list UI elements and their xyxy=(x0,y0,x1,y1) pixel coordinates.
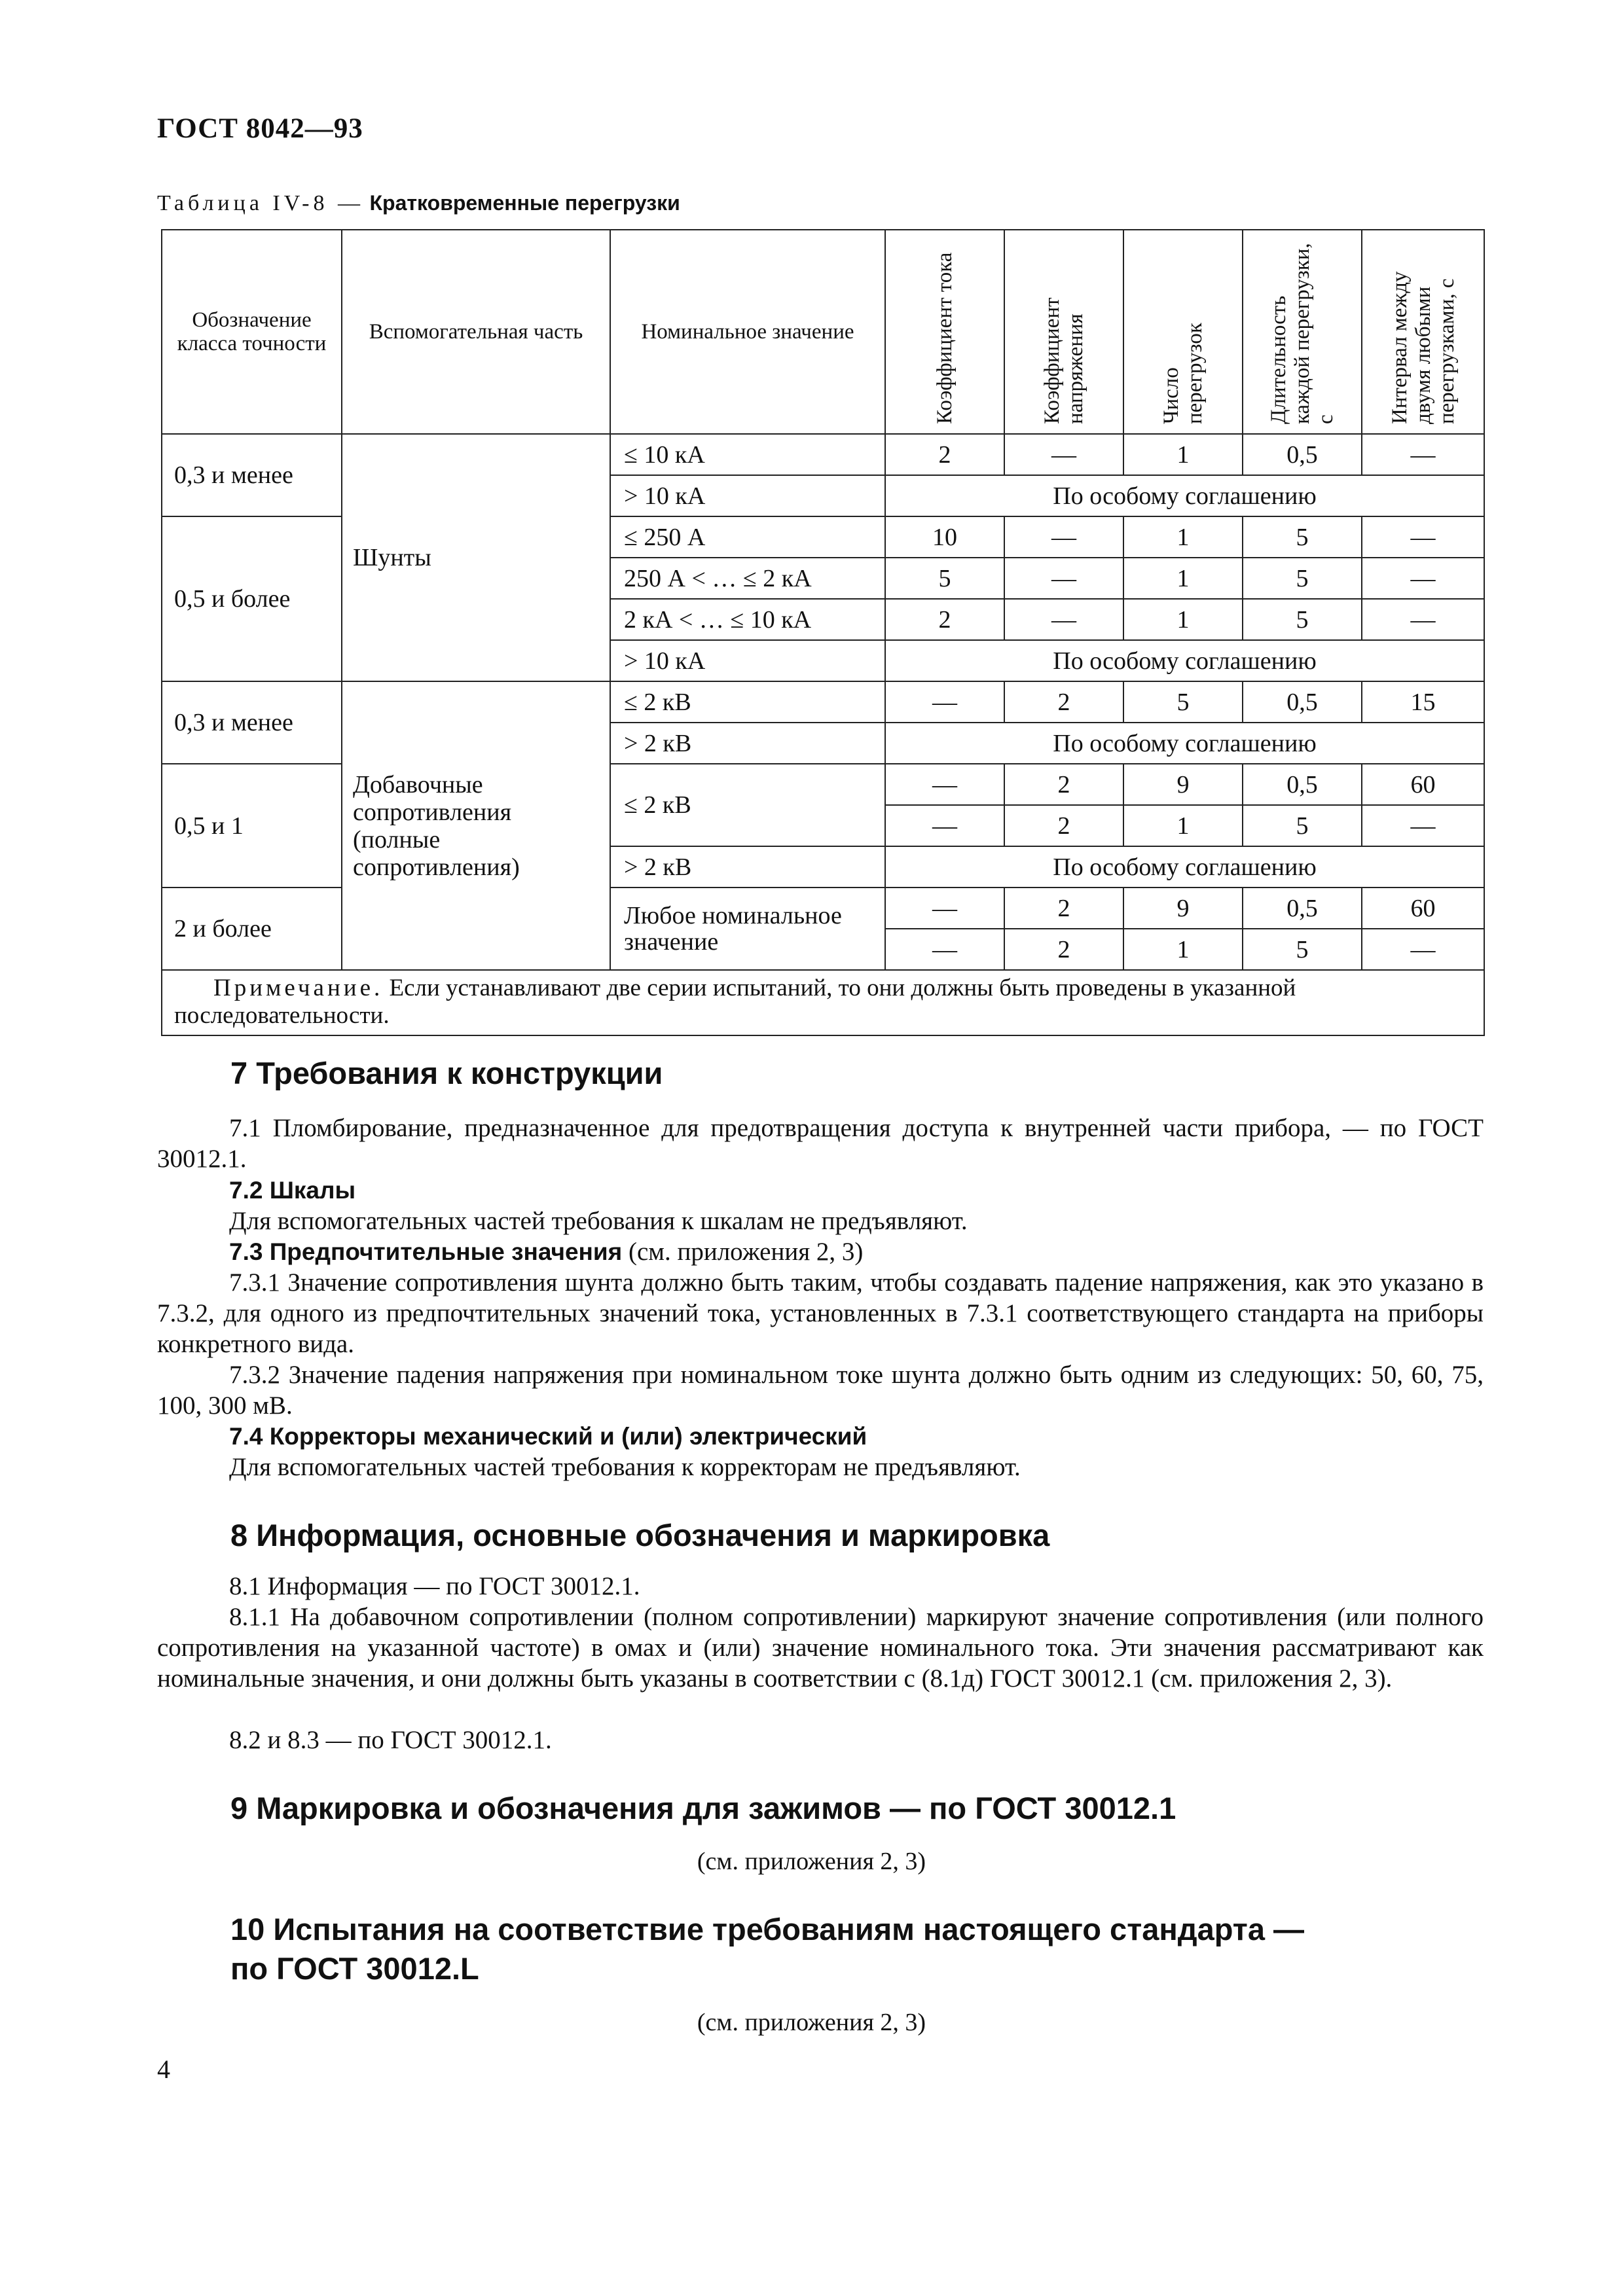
value-cell: 1 xyxy=(1123,558,1243,599)
value-cell: — xyxy=(1362,805,1484,846)
section-9-ref: (см. приложения 2, 3) xyxy=(697,1848,926,1875)
value-cell: 5 xyxy=(1243,805,1362,846)
value-cell: 5 xyxy=(1243,558,1362,599)
value-cell: — xyxy=(885,764,1004,805)
value-cell: — xyxy=(885,805,1004,846)
table-caption-title: Кратковременные перегрузки xyxy=(369,191,680,215)
value-cell: 2 xyxy=(1004,929,1123,970)
nominal-cell: ≤ 2 кВ xyxy=(610,764,885,846)
value-cell: — xyxy=(1004,434,1123,475)
value-cell: 1 xyxy=(1123,805,1243,846)
nominal-cell: ≤ 10 кА xyxy=(610,434,885,475)
value-cell: — xyxy=(1004,516,1123,558)
value-cell: 2 xyxy=(1004,681,1123,723)
subheading-7-3-title: 7.3 Предпочтительные значения xyxy=(229,1238,623,1265)
value-cell: 1 xyxy=(1123,516,1243,558)
page-number: 4 xyxy=(157,2054,170,2084)
special-agreement-cell: По особому соглашению xyxy=(885,846,1484,888)
value-cell: — xyxy=(1004,599,1123,640)
subheading-7-3 xyxy=(229,1236,1480,1267)
nominal-cell: > 10 кА xyxy=(610,475,885,516)
header-interval: Интервал между двумя любыми перегрузками, с xyxy=(1362,230,1484,434)
subheading-7-2: 7.2 Шкалы xyxy=(229,1177,356,1204)
header-nominal: Номинальное значение xyxy=(610,230,885,434)
table-header-row xyxy=(162,230,1484,434)
value-cell: — xyxy=(1362,599,1484,640)
section-9-heading: 9 Маркировка и обозначения для зажимов — по ГОСТ 30012.1 xyxy=(230,1791,1176,1825)
table-row xyxy=(162,434,1484,475)
value-cell: 9 xyxy=(1123,888,1243,929)
header-current-coef: Коэффициент тока xyxy=(885,230,1004,434)
value-cell: 5 xyxy=(1243,599,1362,640)
nominal-cell: Любое номинальное значение xyxy=(610,888,885,970)
value-cell: 15 xyxy=(1362,681,1484,723)
table-note-row xyxy=(162,970,1484,1035)
aux-part-cell: Шунты xyxy=(342,434,610,681)
class-cell: 0,5 и 1 xyxy=(162,764,342,888)
table-caption xyxy=(157,191,680,216)
document-header: ГОСТ 8042—93 xyxy=(157,113,363,144)
nominal-cell: ≤ 250 А xyxy=(610,516,885,558)
value-cell: — xyxy=(885,681,1004,723)
value-cell: 5 xyxy=(1123,681,1243,723)
value-cell: 5 xyxy=(1243,516,1362,558)
table-note xyxy=(162,970,1484,1035)
value-cell: 2 xyxy=(885,599,1004,640)
note-text: Если устанавливают две серии испытаний, то они должны быть проведены в указанной последовательности. xyxy=(174,975,1296,1029)
value-cell: 60 xyxy=(1362,888,1484,929)
value-cell: 0,5 xyxy=(1243,434,1362,475)
header-aux-part: Вспомогательная часть xyxy=(342,230,610,434)
table-row xyxy=(162,681,1484,723)
note-label: Примечание. xyxy=(213,975,384,1001)
paragraph-7-1: 7.1 Пломбирование, предназначенное для предотвращения доступа к внутренней части прибора, — по ГОСТ 30012.1. xyxy=(157,1114,1484,1173)
value-cell: 2 xyxy=(1004,805,1123,846)
value-cell: 2 xyxy=(885,434,1004,475)
nominal-cell: ≤ 2 кВ xyxy=(610,681,885,723)
section-7-heading: 7 Требования к конструкции xyxy=(230,1056,663,1090)
value-cell: 1 xyxy=(1123,929,1243,970)
value-cell: 2 xyxy=(1004,764,1123,805)
value-cell: 5 xyxy=(885,558,1004,599)
nominal-cell: > 2 кВ xyxy=(610,846,885,888)
header-voltage-coef: Коэффициент напряжения xyxy=(1004,230,1123,434)
value-cell: 5 xyxy=(1243,929,1362,970)
value-cell: 1 xyxy=(1123,599,1243,640)
section-10-heading-line-2: по ГОСТ 30012.L xyxy=(230,1951,479,1986)
paragraph-7-2: Для вспомогательных частей требования к шкалам не предъявляют. xyxy=(229,1207,968,1235)
table-caption-label: Таблица IV-8 — xyxy=(157,191,364,215)
class-cell: 2 и более xyxy=(162,888,342,970)
paragraph-7-3-2: 7.3.2 Значение падения напряжения при номинальном токе шунта должно быть одним из следующих: 50, 60, 75, 100, 300 мВ. xyxy=(157,1361,1484,1420)
nominal-cell: 250 А < … ≤ 2 кА xyxy=(610,558,885,599)
subheading-7-4: 7.4 Корректоры механический и (или) электрический xyxy=(229,1423,867,1450)
paragraph-7-4: Для вспомогательных частей требования к корректорам не предъявляют. xyxy=(229,1453,1021,1481)
value-cell: — xyxy=(885,888,1004,929)
header-duration: Длительность каждой перегрузки, с xyxy=(1243,230,1362,434)
value-cell: 0,5 xyxy=(1243,764,1362,805)
special-agreement-cell: По особому соглашению xyxy=(885,723,1484,764)
class-cell: 0,3 и менее xyxy=(162,434,342,516)
value-cell: 0,5 xyxy=(1243,681,1362,723)
special-agreement-cell: По особому соглашению xyxy=(885,640,1484,681)
value-cell: 60 xyxy=(1362,764,1484,805)
paragraph-8-1-1: 8.1.1 На добавочном сопротивлении (полном сопротивлении) маркируют значение сопротивления (или полного сопротивления на указанной частоте) в омах и (или) значение номинального тока. Эти значения рассматривают как номинальные значения, и они должны быть указаны в соответствии с (8.1д) ГОСТ 30012.1 (см. приложения 2, 3). xyxy=(157,1603,1484,1693)
overload-table xyxy=(161,229,1485,1036)
section-10-heading-line-1: 10 Испытания на соответствие требованиям настоящего стандарта — xyxy=(230,1912,1305,1946)
nominal-cell: 2 кА < … ≤ 10 кА xyxy=(610,599,885,640)
paragraph-7-3-1: 7.3.1 Значение сопротивления шунта должно быть таким, чтобы создавать падение напряжения, как это указано в 7.3.2, для одного из предпочтительных значений тока, установленных в 7.3.1 соответствующего стандарта на приборы конкретного вида. xyxy=(157,1268,1484,1358)
nominal-cell: > 10 кА xyxy=(610,640,885,681)
header-overload-count: Число перегрузок xyxy=(1123,230,1243,434)
section-10-ref: (см. приложения 2, 3) xyxy=(697,2009,926,2036)
paragraph-8-2: 8.2 и 8.3 — по ГОСТ 30012.1. xyxy=(229,1726,552,1754)
value-cell: — xyxy=(1362,434,1484,475)
aux-part-cell: Добавочные сопротивления (полные сопротивления) xyxy=(342,681,610,970)
class-cell: 0,3 и менее xyxy=(162,681,342,764)
value-cell: 1 xyxy=(1123,434,1243,475)
value-cell: — xyxy=(1362,929,1484,970)
value-cell: — xyxy=(885,929,1004,970)
paragraph-8-1: 8.1 Информация — по ГОСТ 30012.1. xyxy=(229,1572,640,1600)
nominal-cell: > 2 кВ xyxy=(610,723,885,764)
class-cell: 0,5 и более xyxy=(162,516,342,681)
value-cell: — xyxy=(1362,558,1484,599)
value-cell: — xyxy=(1362,516,1484,558)
subheading-7-3-ref: (см. приложения 2, 3) xyxy=(622,1238,864,1266)
section-8-heading: 8 Информация, основные обозначения и маркировка xyxy=(230,1518,1050,1552)
special-agreement-cell: По особому соглашению xyxy=(885,475,1484,516)
value-cell: 9 xyxy=(1123,764,1243,805)
header-class: Обозначение класса точности xyxy=(162,230,342,434)
value-cell: — xyxy=(1004,558,1123,599)
value-cell: 0,5 xyxy=(1243,888,1362,929)
value-cell: 10 xyxy=(885,516,1004,558)
value-cell: 2 xyxy=(1004,888,1123,929)
